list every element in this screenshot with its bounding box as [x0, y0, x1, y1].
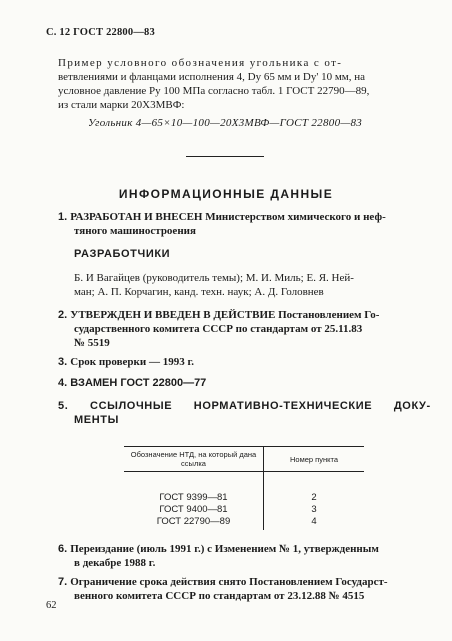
item-1-number: 1. [58, 211, 68, 223]
table-cell-clause: 2 [311, 492, 317, 503]
example-line-4: из стали марки 20Х3МВФ: [58, 99, 185, 111]
item-7-continuation: венного комитета СССР по стандартам от 23.12.88 № 4515 [74, 590, 365, 602]
item-5 [58, 400, 431, 412]
item-6-continuation: в декабре 1988 г. [74, 557, 156, 569]
item-6-text: Переиздание (июль 1991 г.) с Изменением № 1, утвержденным [70, 543, 379, 555]
item-7-text: Ограничение срока действия снято Постановлением Государст- [70, 576, 388, 588]
item-3-number: 3. [58, 356, 68, 368]
item-2-number: 2. [58, 309, 68, 321]
table-row [124, 472, 364, 505]
table-header-clause: Номер пункта [264, 447, 365, 472]
table-row [124, 504, 364, 516]
item-1-text: РАЗРАБОТАН И ВНЕСЕН Министерством химического и неф- [70, 211, 386, 223]
reference-table [124, 446, 364, 530]
item-4-text: ВЗАМЕН ГОСТ 22800—77 [70, 377, 207, 389]
section-divider [186, 156, 264, 157]
example-line-2: ветвлениями и фланцами исполнения 4, Dу 65 мм и Dу' 10 мм, на [58, 71, 366, 83]
item-2-continuation-2: № 5519 [74, 337, 110, 349]
item-4-number: 4. [58, 377, 68, 389]
table-cell-designation: ГОСТ 9399—81 [124, 472, 264, 505]
designation-example: Угольник 4—65×10—100—20Х3МВФ—ГОСТ 22800—83 [88, 117, 363, 129]
item-6 [58, 543, 379, 555]
item-3 [58, 356, 194, 368]
example-line-3: условное давление Pу 100 МПа согласно табл. 1 ГОСТ 22790—89, [58, 85, 370, 97]
developers-line-1: Б. И Вагайцев (руководитель темы); М. И. Миль; Е. Я. Ней- [74, 272, 354, 284]
item-2-continuation-1: сударственного комитета СССР по стандартам от 25.11.83 [74, 323, 363, 335]
item-6-number: 6. [58, 543, 68, 555]
item-7-number: 7. [58, 576, 68, 588]
example-line-1: Пример условного обозначения угольника с от- [58, 57, 343, 69]
developers-title: РАЗРАБОТЧИКИ [74, 248, 171, 260]
item-2-text: УТВЕРЖДЕН И ВВЕДЕН В ДЕЙСТВИЕ Постановлением Го- [70, 309, 380, 321]
item-4 [58, 377, 206, 389]
page-number: 62 [46, 600, 57, 611]
info-section-title: ИНФОРМАЦИОННЫЕ ДАННЫЕ [118, 187, 334, 201]
table-row [124, 516, 364, 530]
item-3-text: Срок проверки — 1993 г. [70, 356, 194, 368]
item-5-continuation: МЕНТЫ [74, 414, 119, 426]
table-cell-clause: 3 [311, 504, 317, 515]
item-7 [58, 576, 388, 588]
table-header-designation: Обозначение НТД, на который дана ссылка [124, 447, 264, 472]
item-2 [58, 309, 379, 321]
item-5-text: ССЫЛОЧНЫЕ НОРМАТИВНО-ТЕХНИЧЕСКИЕ ДОКУ- [90, 400, 431, 412]
item-1-continuation: тяного машиностроения [74, 225, 196, 237]
table-cell-clause: 4 [311, 516, 317, 527]
table-cell-designation: ГОСТ 22790—89 [124, 516, 264, 530]
developers-line-2: ман; А. П. Корчагин, канд. техн. наук; А. Д. Головнев [74, 286, 324, 298]
item-5-number: 5. [58, 400, 69, 412]
table-cell-designation: ГОСТ 9400—81 [124, 504, 264, 516]
item-1 [58, 211, 386, 223]
page-header: С. 12 ГОСТ 22800—83 [46, 27, 155, 38]
